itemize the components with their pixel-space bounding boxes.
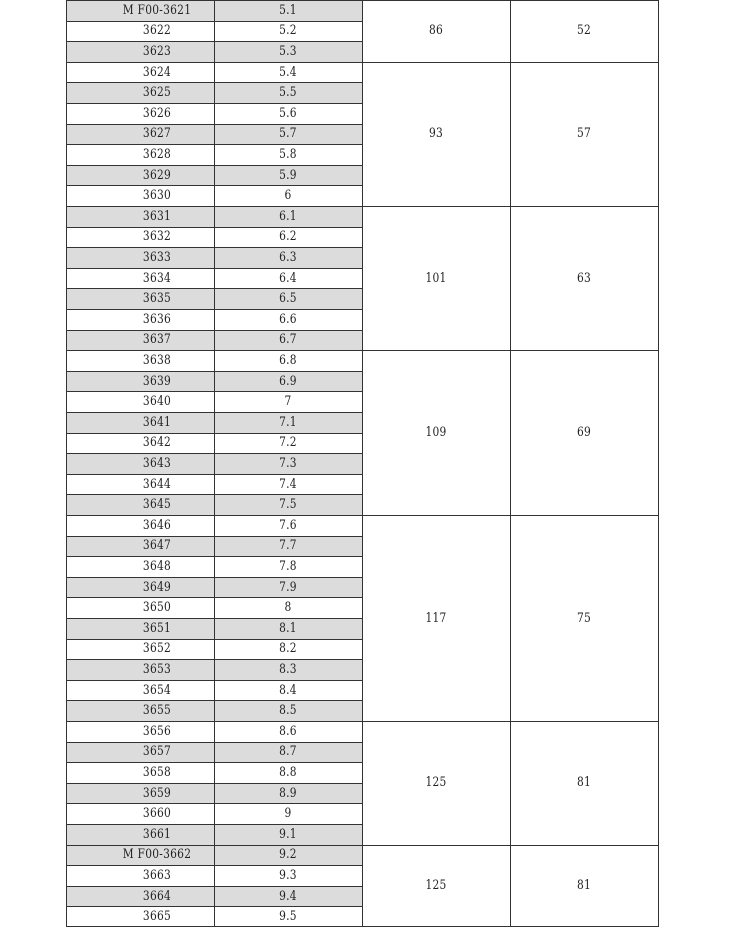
model-cell: 3631 [142, 208, 172, 224]
model-cell: 3634 [142, 270, 172, 286]
value-cell: 8.1 [279, 620, 297, 636]
value-cell: 6.4 [279, 270, 297, 286]
value-cell: 7.8 [279, 558, 297, 574]
model-cell: 3655 [142, 703, 172, 719]
value-cell: 8.5 [279, 703, 297, 719]
value-cell: 5.9 [279, 167, 297, 183]
model-cell: 3650 [142, 600, 172, 616]
column-divider [66, 0, 67, 927]
model-cell: 3637 [142, 332, 172, 348]
group-value-a: 109 [425, 425, 447, 441]
value-cell: 7.2 [279, 435, 297, 451]
model-cell: M F00-3621 [122, 2, 192, 18]
group-value-b: 57 [576, 126, 592, 142]
model-cell: 3643 [142, 455, 172, 471]
group-value-b: 81 [576, 878, 592, 894]
value-cell: 7.7 [279, 538, 297, 554]
model-cell: 3625 [142, 85, 172, 101]
value-cell: 7.9 [279, 579, 297, 595]
column-divider [510, 0, 511, 927]
value-cell: 5.2 [279, 23, 297, 39]
group-value-a: 125 [425, 775, 447, 791]
model-cell: 3651 [142, 620, 172, 636]
model-cell: 3622 [142, 23, 172, 39]
model-cell: 3649 [142, 579, 172, 595]
spec-table [66, 0, 658, 927]
model-cell: 3623 [142, 43, 172, 59]
model-cell: 3654 [142, 682, 172, 698]
model-cell: 3644 [142, 476, 172, 492]
value-cell: 6.9 [279, 373, 297, 389]
value-cell: 6.8 [279, 352, 297, 368]
value-cell: 8.8 [279, 764, 297, 780]
value-cell: 9.5 [279, 909, 297, 925]
model-cell: 3635 [142, 291, 172, 307]
model-cell: 3658 [142, 764, 172, 780]
value-cell: 5.6 [279, 105, 297, 121]
value-cell: 6 [284, 188, 292, 204]
value-cell: 6.6 [279, 311, 297, 327]
value-cell: 5.8 [279, 146, 297, 162]
model-cell: 3659 [142, 785, 172, 801]
model-cell: 3629 [142, 167, 172, 183]
value-cell: 6.1 [279, 208, 297, 224]
model-cell: 3641 [142, 414, 172, 430]
value-cell: 7.1 [279, 414, 297, 430]
group-value-b: 52 [576, 23, 592, 39]
value-cell: 7.4 [279, 476, 297, 492]
model-cell: 3624 [142, 64, 172, 80]
value-cell: 6.2 [279, 229, 297, 245]
value-cell: 5.1 [279, 2, 297, 18]
model-cell: 3645 [142, 497, 172, 513]
model-cell: 3626 [142, 105, 172, 121]
model-cell: 3657 [142, 744, 172, 760]
value-cell: 9.2 [279, 847, 297, 863]
group-value-b: 63 [576, 270, 592, 286]
model-cell: 3628 [142, 146, 172, 162]
group-value-a: 117 [425, 610, 447, 626]
value-cell: 8.6 [279, 723, 297, 739]
value-cell: 6.5 [279, 291, 297, 307]
value-cell: 6.3 [279, 249, 297, 265]
value-cell: 9.1 [279, 826, 297, 842]
value-cell: 5.7 [279, 126, 297, 142]
value-cell: 8.2 [279, 641, 297, 657]
value-cell: 8.9 [279, 785, 297, 801]
model-cell: 3646 [142, 517, 172, 533]
model-cell: 3638 [142, 352, 172, 368]
model-cell: 3652 [142, 641, 172, 657]
value-cell: 8 [284, 600, 292, 616]
value-cell: 7.5 [279, 497, 297, 513]
group-value-a: 86 [428, 23, 444, 39]
value-cell: 9 [284, 806, 292, 822]
model-cell: 3663 [142, 867, 172, 883]
group-value-a: 125 [425, 878, 447, 894]
value-cell: 7.6 [279, 517, 297, 533]
model-cell: 3639 [142, 373, 172, 389]
column-divider [658, 0, 659, 927]
column-divider [362, 0, 363, 927]
group-value-b: 69 [576, 425, 592, 441]
value-cell: 8.3 [279, 661, 297, 677]
model-cell: 3660 [142, 806, 172, 822]
value-cell: 6.7 [279, 332, 297, 348]
value-cell: 9.4 [279, 888, 297, 904]
value-cell: 5.4 [279, 64, 297, 80]
model-cell: 3642 [142, 435, 172, 451]
value-cell: 8.4 [279, 682, 297, 698]
model-cell: 3648 [142, 558, 172, 574]
model-cell: M F00-3662 [122, 847, 192, 863]
model-cell: 3633 [142, 249, 172, 265]
model-cell: 3664 [142, 888, 172, 904]
value-cell: 8.7 [279, 744, 297, 760]
model-cell: 3647 [142, 538, 172, 554]
group-value-a: 93 [428, 126, 444, 142]
group-value-b: 81 [576, 775, 592, 791]
model-cell: 3640 [142, 394, 172, 410]
model-cell: 3656 [142, 723, 172, 739]
value-cell: 7.3 [279, 455, 297, 471]
model-cell: 3661 [142, 826, 172, 842]
value-cell: 7 [284, 394, 292, 410]
value-cell: 9.3 [279, 867, 297, 883]
group-value-a: 101 [425, 270, 447, 286]
column-divider [214, 0, 215, 927]
model-cell: 3630 [142, 188, 172, 204]
model-cell: 3636 [142, 311, 172, 327]
model-cell: 3632 [142, 229, 172, 245]
model-cell: 3653 [142, 661, 172, 677]
group-value-b: 75 [576, 610, 592, 626]
value-cell: 5.3 [279, 43, 297, 59]
model-cell: 3627 [142, 126, 172, 142]
model-cell: 3665 [142, 909, 172, 925]
value-cell: 5.5 [279, 85, 297, 101]
